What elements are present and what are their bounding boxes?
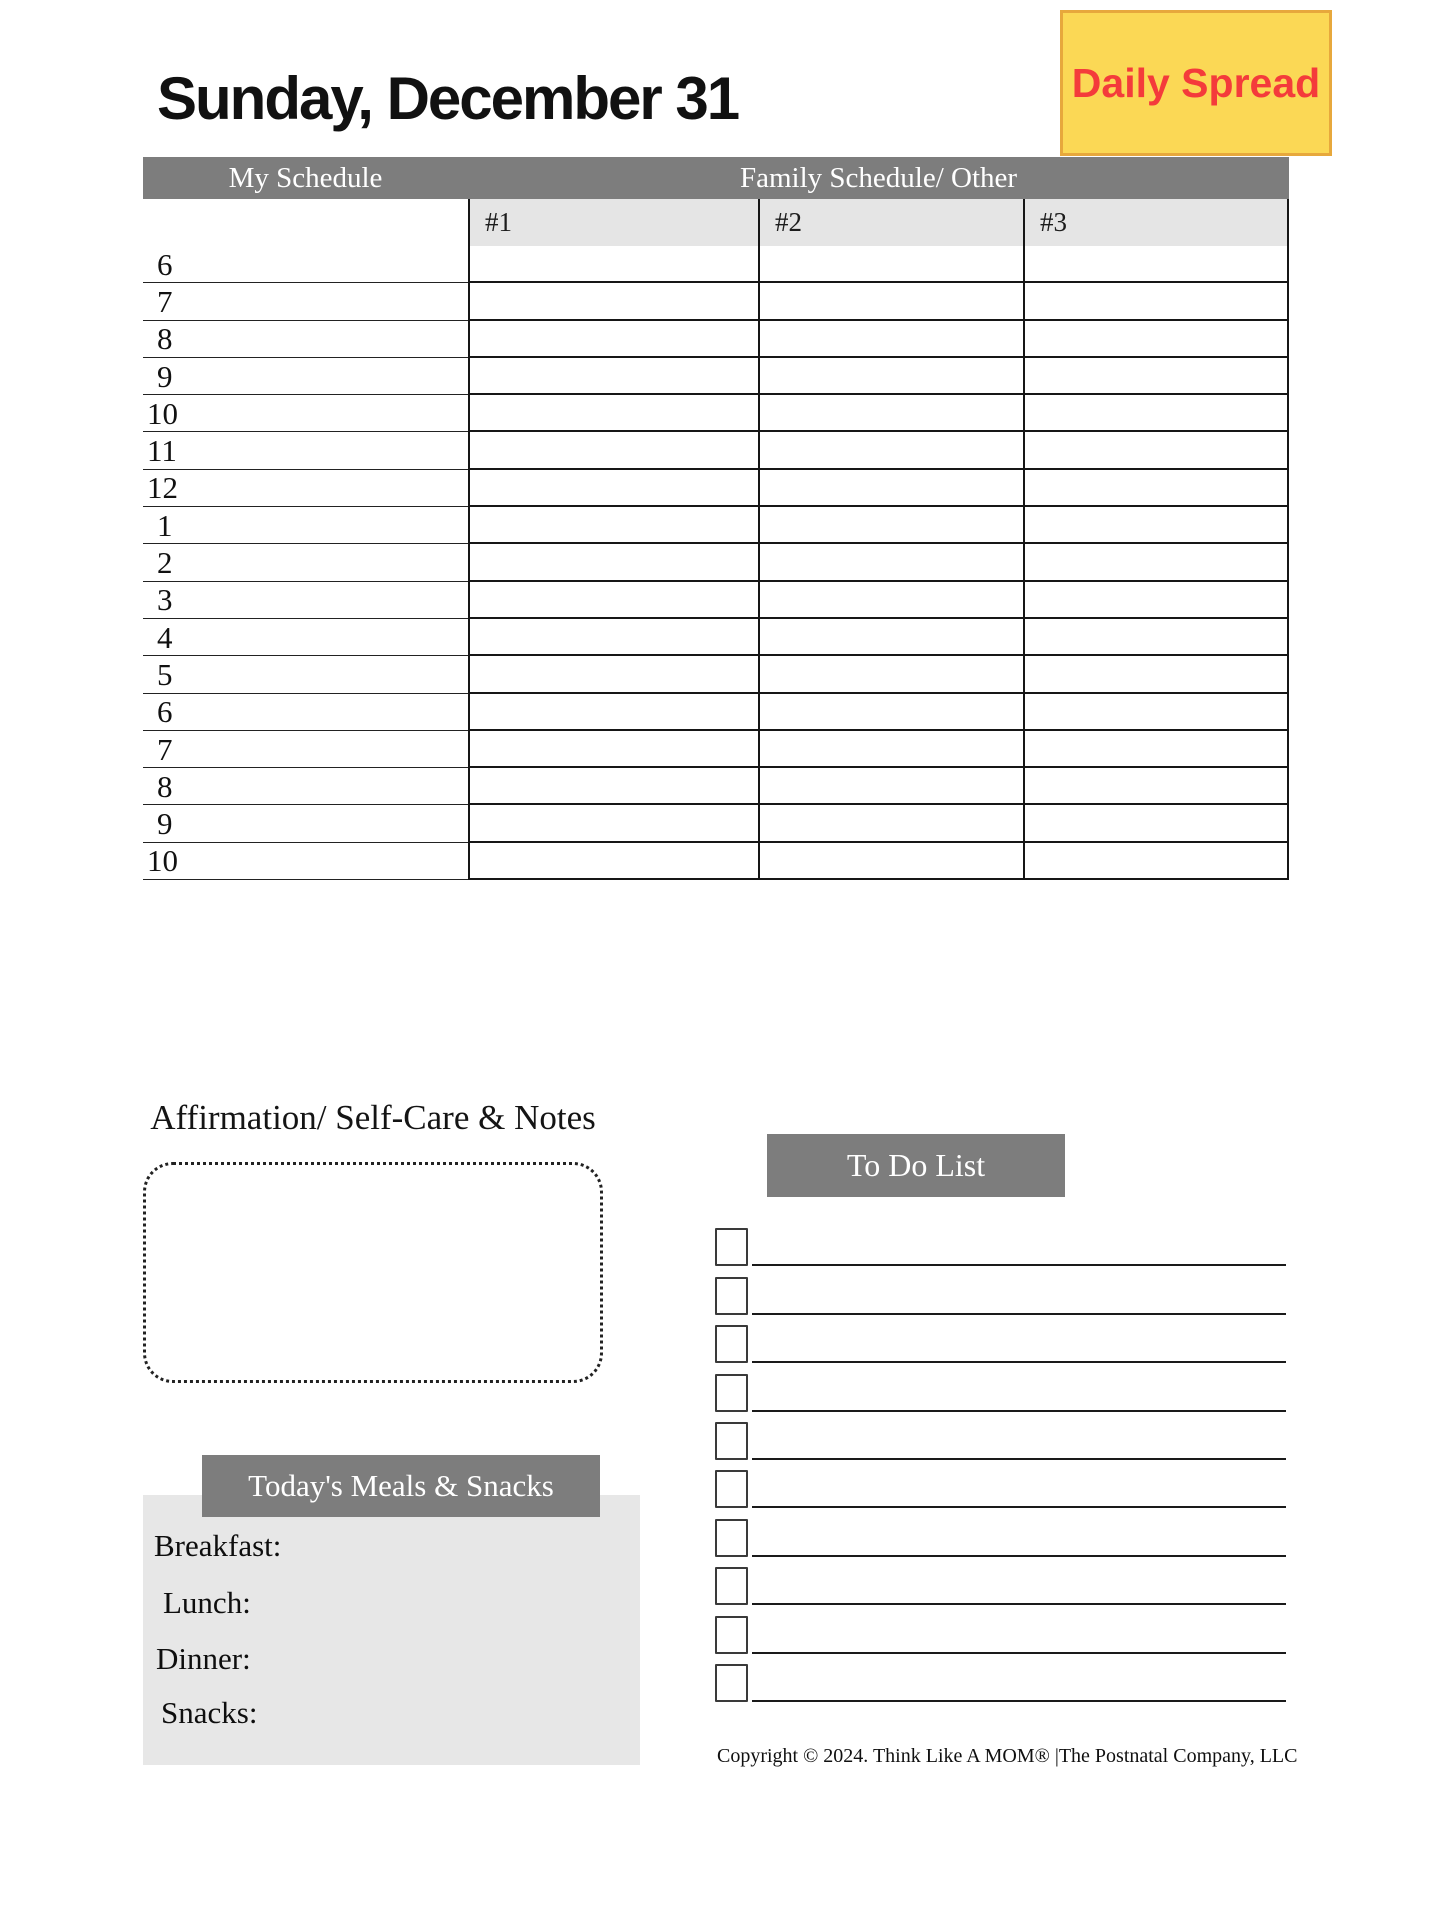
schedule-cell-r2-col1[interactable]	[468, 321, 758, 358]
schedule-cell-r14-col3[interactable]	[1023, 768, 1289, 805]
meals-header	[202, 1455, 600, 1517]
meals-title: Today's Meals & Snacks	[248, 1468, 554, 1503]
schedule-grid	[143, 199, 1289, 880]
todo-checkbox-2[interactable]	[715, 1325, 748, 1363]
schedule-cell-r12-col2[interactable]	[758, 694, 1023, 731]
todo-checkbox-4[interactable]	[715, 1422, 748, 1460]
schedule-cell-r7-col2[interactable]	[758, 507, 1023, 544]
schedule-table	[143, 157, 1289, 880]
schedule-cell-r2-col2[interactable]	[758, 321, 1023, 358]
schedule-cell-r9-col1[interactable]	[468, 582, 758, 619]
schedule-cell-r3-col2[interactable]	[758, 358, 1023, 395]
hour-label-1: 7	[143, 283, 468, 320]
schedule-cell-r1-col2[interactable]	[758, 283, 1023, 320]
hour-label-12: 6	[143, 694, 468, 731]
affirmation-title: Affirmation/ Self-Care & Notes	[150, 1098, 596, 1137]
schedule-cell-r8-col3[interactable]	[1023, 544, 1289, 581]
schedule-cell-r5-col3[interactable]	[1023, 432, 1289, 469]
schedule-cell-r1-col1[interactable]	[468, 283, 758, 320]
lunch-label: Lunch:	[163, 1585, 251, 1620]
hour-label-6: 12	[143, 470, 468, 507]
todo-checkbox-0[interactable]	[715, 1228, 748, 1266]
todo-list	[713, 1218, 1286, 1702]
hour-label-4: 10	[143, 395, 468, 432]
schedule-cell-r15-col3[interactable]	[1023, 805, 1289, 842]
todo-checkbox-7[interactable]	[715, 1567, 748, 1605]
schedule-cell-r11-col2[interactable]	[758, 656, 1023, 693]
meal-row-snacks[interactable]	[143, 1695, 640, 1739]
todo-checkbox-5[interactable]	[715, 1470, 748, 1508]
schedule-cell-r11-col1[interactable]	[468, 656, 758, 693]
todo-item-9	[713, 1654, 1286, 1702]
dinner-label: Dinner:	[156, 1641, 251, 1676]
affirmation-notes-box[interactable]	[143, 1162, 603, 1383]
todo-item-5	[713, 1460, 1286, 1508]
schedule-cell-r8-col2[interactable]	[758, 544, 1023, 581]
my-schedule-header: My Schedule	[228, 162, 383, 194]
hour-label-9: 3	[143, 582, 468, 619]
snacks-label: Snacks:	[161, 1695, 258, 1730]
hour-label-11: 5	[143, 656, 468, 693]
todo-item-1	[713, 1266, 1286, 1314]
meal-row-lunch[interactable]	[143, 1585, 640, 1629]
breakfast-label: Breakfast:	[154, 1528, 282, 1563]
column-header-3: #3	[1023, 199, 1289, 246]
schedule-cell-r9-col2[interactable]	[758, 582, 1023, 619]
meal-row-dinner[interactable]	[143, 1641, 640, 1685]
schedule-corner-cell	[143, 199, 468, 246]
schedule-cell-r2-col3[interactable]	[1023, 321, 1289, 358]
schedule-cell-r0-col2[interactable]	[758, 246, 1023, 283]
todo-list-title: To Do List	[846, 1147, 986, 1183]
todo-item-4	[713, 1412, 1286, 1460]
todo-line-9[interactable]	[752, 1700, 1286, 1702]
schedule-cell-r16-col2[interactable]	[758, 843, 1023, 880]
schedule-cell-r15-col2[interactable]	[758, 805, 1023, 842]
todo-item-0	[713, 1218, 1286, 1266]
daily-spread-badge	[1060, 10, 1332, 156]
schedule-cell-r16-col3[interactable]	[1023, 843, 1289, 880]
schedule-cell-r6-col2[interactable]	[758, 470, 1023, 507]
schedule-cell-r16-col1[interactable]	[468, 843, 758, 880]
hour-label-0: 6	[143, 246, 468, 283]
todo-checkbox-8[interactable]	[715, 1616, 748, 1654]
todo-checkbox-1[interactable]	[715, 1277, 748, 1315]
schedule-cell-r11-col3[interactable]	[1023, 656, 1289, 693]
schedule-cell-r13-col2[interactable]	[758, 731, 1023, 768]
hour-label-13: 7	[143, 731, 468, 768]
hour-label-10: 4	[143, 619, 468, 656]
schedule-cell-r0-col3[interactable]	[1023, 246, 1289, 283]
daily-spread-badge-label: Daily Spread	[1071, 59, 1321, 106]
schedule-header-bar	[143, 157, 1289, 199]
meal-row-breakfast[interactable]	[143, 1528, 640, 1572]
todo-checkbox-3[interactable]	[715, 1374, 748, 1412]
schedule-cell-r6-col3[interactable]	[1023, 470, 1289, 507]
todo-checkbox-6[interactable]	[715, 1519, 748, 1557]
schedule-cell-r10-col3[interactable]	[1023, 619, 1289, 656]
page-title: Sunday, December 31	[157, 65, 739, 132]
copyright-text: Copyright © 2024. Think Like A MOM® |The Postnatal Company, LLC	[717, 1745, 1298, 1767]
column-header-2: #2	[758, 199, 1023, 246]
schedule-cell-r12-col3[interactable]	[1023, 694, 1289, 731]
schedule-cell-r15-col1[interactable]	[468, 805, 758, 842]
schedule-cell-r14-col1[interactable]	[468, 768, 758, 805]
hour-label-7: 1	[143, 507, 468, 544]
hour-label-5: 11	[143, 432, 468, 469]
schedule-cell-r1-col3[interactable]	[1023, 283, 1289, 320]
schedule-cell-r5-col1[interactable]	[468, 432, 758, 469]
schedule-cell-r4-col1[interactable]	[468, 395, 758, 432]
todo-item-2	[713, 1315, 1286, 1363]
schedule-cell-r3-col1[interactable]	[468, 358, 758, 395]
schedule-cell-r7-col3[interactable]	[1023, 507, 1289, 544]
todo-item-6	[713, 1508, 1286, 1556]
schedule-cell-r9-col3[interactable]	[1023, 582, 1289, 619]
schedule-cell-r13-col3[interactable]	[1023, 731, 1289, 768]
schedule-cell-r8-col1[interactable]	[468, 544, 758, 581]
hour-label-3: 9	[143, 358, 468, 395]
family-schedule-header: Family Schedule/ Other	[739, 162, 1018, 194]
meals-panel	[143, 1495, 640, 1765]
todo-item-3	[713, 1363, 1286, 1411]
hour-label-8: 2	[143, 544, 468, 581]
schedule-cell-r3-col3[interactable]	[1023, 358, 1289, 395]
schedule-cell-r5-col2[interactable]	[758, 432, 1023, 469]
hour-label-2: 8	[143, 321, 468, 358]
schedule-cell-r10-col2[interactable]	[758, 619, 1023, 656]
hour-label-14: 8	[143, 768, 468, 805]
schedule-cell-r0-col1[interactable]	[468, 246, 758, 283]
schedule-cell-r4-col3[interactable]	[1023, 395, 1289, 432]
schedule-cell-r4-col2[interactable]	[758, 395, 1023, 432]
schedule-cell-r7-col1[interactable]	[468, 507, 758, 544]
todo-item-7	[713, 1557, 1286, 1605]
todo-item-8	[713, 1605, 1286, 1653]
schedule-cell-r12-col1[interactable]	[468, 694, 758, 731]
todo-list-header	[767, 1134, 1065, 1197]
schedule-cell-r14-col2[interactable]	[758, 768, 1023, 805]
schedule-cell-r13-col1[interactable]	[468, 731, 758, 768]
column-header-1: #1	[468, 199, 758, 246]
schedule-cell-r10-col1[interactable]	[468, 619, 758, 656]
hour-label-15: 9	[143, 805, 468, 842]
todo-checkbox-9[interactable]	[715, 1664, 748, 1702]
hour-label-16: 10	[143, 843, 468, 880]
schedule-cell-r6-col1[interactable]	[468, 470, 758, 507]
